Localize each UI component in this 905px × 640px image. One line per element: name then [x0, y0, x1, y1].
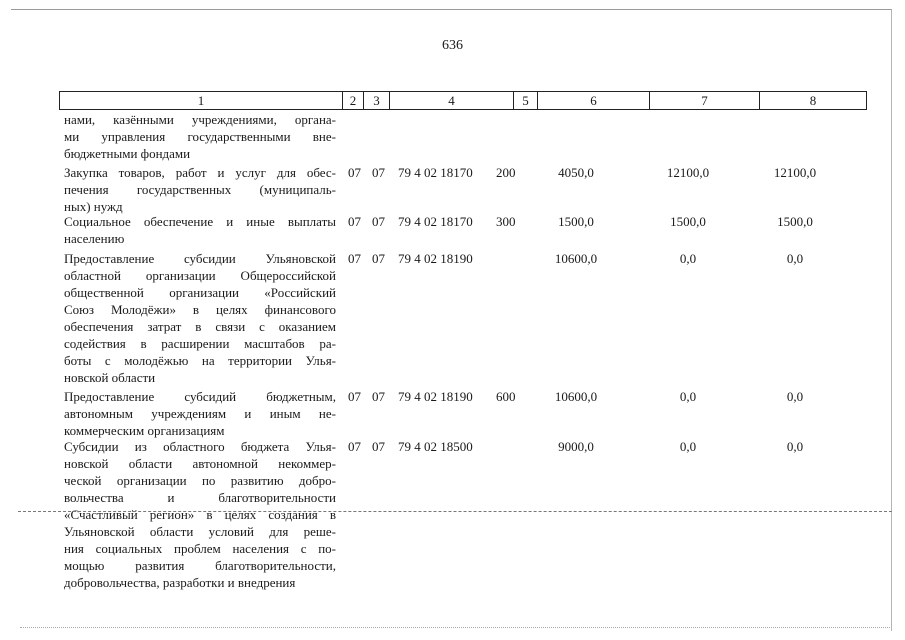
row-name: [64, 164, 336, 215]
row-name-line: ния социальных проблем населения с по-: [64, 541, 336, 556]
value-2026-cell: 0,0: [786, 251, 804, 266]
row-name-line: ми управления государственными вне-: [64, 129, 336, 144]
page-fold-line: [18, 511, 892, 512]
row-name-line: Субсидии из областного бюджета Улья-: [64, 439, 336, 454]
header-col-2: 2: [343, 92, 364, 109]
value-2024-cell: 10600,0: [554, 389, 598, 404]
header-col-3: 3: [364, 92, 390, 109]
row-name-line: вольчества и благотворительности: [64, 490, 336, 505]
value-2025-cell: 0,0: [679, 389, 697, 404]
row-name-line: Предоставление субсидий бюджетным,: [64, 389, 336, 404]
header-col-5: 5: [514, 92, 538, 109]
row-name-line: обеспечения затрат в связи с оказанием: [64, 319, 336, 334]
row-name-line: новской области: [64, 370, 156, 385]
csr-cell: 79 4 02 18190: [398, 251, 473, 266]
csr-cell: 79 4 02 18500: [398, 439, 473, 454]
header-col-4: 4: [390, 92, 514, 109]
page-number: 636: [442, 38, 463, 53]
csr-cell: 79 4 02 18170: [398, 214, 473, 229]
pr-cell: 07: [372, 389, 385, 404]
row-name-line: печения государственных (муниципаль-: [64, 182, 336, 197]
value-2025-cell: 0,0: [679, 251, 697, 266]
row-name: [64, 111, 336, 162]
row-name-line: «Счастливый регион» в целях создания в: [64, 507, 336, 522]
value-2025-cell: 1500,0: [670, 214, 706, 229]
rz-cell: 07: [348, 165, 361, 180]
row-name-line: общественной организации «Российский: [64, 285, 336, 300]
vr-cell: 300: [496, 214, 516, 229]
pr-cell: 07: [372, 165, 385, 180]
pr-cell: 07: [372, 251, 385, 266]
row-name: [64, 213, 336, 247]
row-name-line: Союз Молодёжи» в целях финансового: [64, 302, 336, 317]
pr-cell: 07: [372, 214, 385, 229]
header-col-1: 1: [60, 92, 343, 109]
csr-cell: 79 4 02 18190: [398, 389, 473, 404]
value-2024-cell: 10600,0: [554, 251, 598, 266]
value-2025-cell: 0,0: [679, 439, 697, 454]
row-name-line: Предоставление субсидии Ульяновской: [64, 251, 336, 266]
header-col-8: 8: [809, 93, 817, 108]
row-name-line: добровольчества, разработки и внедрения: [64, 575, 296, 590]
csr-cell: 79 4 02 18170: [398, 165, 473, 180]
rz-cell: 07: [348, 439, 361, 454]
row-name-line: новской области автономной некоммер-: [64, 456, 336, 471]
value-2026-cell: 12100,0: [773, 165, 817, 180]
row-name: [64, 250, 336, 386]
rz-cell: 07: [348, 389, 361, 404]
value-2025-cell: 12100,0: [666, 165, 710, 180]
row-name-line: нами, казёнными учреждениями, органа-: [64, 112, 336, 127]
row-name-line: содействия в расширении масштабов ра-: [64, 336, 336, 351]
header-col-6: 6: [538, 92, 650, 109]
value-2024-cell: 9000,0: [558, 439, 594, 454]
row-name-line: населению: [64, 231, 125, 246]
header-col-7: 7: [650, 92, 760, 109]
value-2026-cell: 1500,0: [777, 214, 813, 229]
row-name: [64, 438, 336, 591]
row-name-line: мощью развития благотворительности,: [64, 558, 336, 573]
value-2024-cell: 1500,0: [558, 214, 594, 229]
row-name-line: областной организации Общероссийской: [64, 268, 336, 283]
row-name: [64, 388, 336, 439]
value-2026-cell: 0,0: [786, 439, 804, 454]
rz-cell: 07: [348, 214, 361, 229]
vr-cell: 600: [496, 389, 516, 404]
value-2026-cell: 0,0: [786, 389, 804, 404]
table-header-row: [59, 91, 867, 110]
row-name-line: ных) нужд: [64, 199, 123, 214]
row-name-line: боты с молодёжью на территории Улья-: [64, 353, 336, 368]
row-name-line: автономным учреждениям и иным не-: [64, 406, 336, 421]
row-name-line: ческой организации по развитию добро-: [64, 473, 336, 488]
row-name-line: бюджетными фондами: [64, 146, 191, 161]
row-name-line: Ульяновской области условий для реше-: [64, 524, 336, 539]
row-name-line: коммерческим организациям: [64, 423, 225, 438]
row-name-line: Закупка товаров, работ и услуг для обес-: [64, 165, 336, 180]
row-name-line: Социальное обеспечение и иные выплаты: [64, 214, 336, 229]
scan-edge: [20, 627, 890, 628]
pr-cell: 07: [372, 439, 385, 454]
rz-cell: 07: [348, 251, 361, 266]
value-2024-cell: 4050,0: [558, 165, 594, 180]
vr-cell: 200: [496, 165, 516, 180]
